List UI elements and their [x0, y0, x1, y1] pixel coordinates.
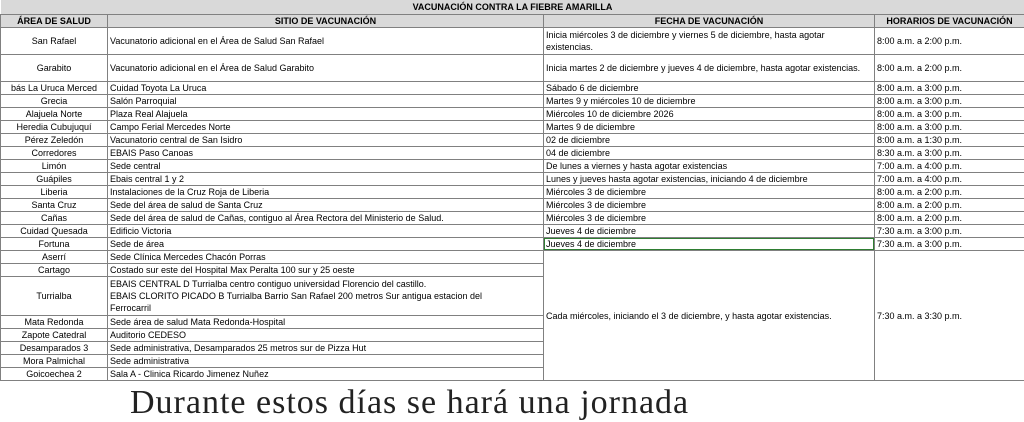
table-row	[1, 238, 1024, 251]
table-row	[1, 173, 1024, 186]
cell-fecha[interactable]: Miércoles 10 de diciembre 2026	[544, 108, 875, 121]
cell-area[interactable]: Turrialba	[1, 277, 108, 316]
cell-area[interactable]: Cartago	[1, 264, 108, 277]
cell-sitio[interactable]: Costado sur este del Hospital Max Peralta 100 sur y 25 oeste	[108, 264, 544, 277]
cell-sitio[interactable]	[108, 277, 544, 316]
cell-horario[interactable]: 8:00 a.m. a 3:00 p.m.	[875, 82, 1024, 95]
cell-fecha[interactable]: Jueves 4 de diciembre	[544, 225, 875, 238]
cell-area[interactable]: Cañas	[1, 212, 108, 225]
table-row	[1, 82, 1024, 95]
header-row	[1, 15, 1024, 28]
cell-fecha[interactable]: Inicia miércoles 3 de diciembre y viernes 5 de diciembre, hasta agotar existencias.	[544, 28, 875, 55]
cell-fecha[interactable]: 02 de diciembre	[544, 134, 875, 147]
group-rows	[1, 251, 1024, 381]
cell-sitio[interactable]: Sede de área	[108, 238, 544, 251]
cell-area[interactable]: Aserrí	[1, 251, 108, 264]
header-area[interactable]: ÁREA DE SALUD	[1, 15, 108, 28]
cell-fecha[interactable]: Miércoles 3 de diciembre	[544, 199, 875, 212]
cell-area[interactable]: Heredia Cubujuquí	[1, 121, 108, 134]
cell-area[interactable]: Mata Redonda	[1, 316, 108, 329]
cell-area[interactable]: Fortuna	[1, 238, 108, 251]
table-row	[1, 199, 1024, 212]
cell-horario[interactable]: 8:00 a.m. a 2:00 p.m.	[875, 55, 1024, 82]
cell-area[interactable]: Grecia	[1, 95, 108, 108]
cell-area[interactable]: Desamparados 3	[1, 342, 108, 355]
cell-area[interactable]: Corredores	[1, 147, 108, 160]
cell-area[interactable]: Liberia	[1, 186, 108, 199]
cell-fecha[interactable]: Inicia martes 2 de diciembre y jueves 4 de diciembre, hasta agotar existencias.	[544, 55, 875, 82]
cell-sitio[interactable]: Sede Clínica Mercedes Chacón Porras	[108, 251, 544, 264]
cell-area[interactable]: Mora Palmichal	[1, 355, 108, 368]
table-row	[1, 251, 1024, 264]
table-row	[1, 108, 1024, 121]
header-horarios[interactable]: HORARIOS DE VACUNACIÓN	[875, 15, 1024, 28]
cell-fecha[interactable]: Miércoles 3 de diciembre	[544, 186, 875, 199]
table-row	[1, 121, 1024, 134]
main-rows	[1, 28, 1024, 251]
cell-horario[interactable]: 7:30 a.m. a 3:00 p.m.	[875, 238, 1024, 251]
cell-fecha[interactable]: Miércoles 3 de diciembre	[544, 212, 875, 225]
cell-fecha[interactable]: Martes 9 de diciembre	[544, 121, 875, 134]
sitio-line: EBAIS CLORITO PICADO B Turrialba Barrio San Rafael 200 metros Sur antigua estacion del	[110, 290, 541, 302]
cell-area[interactable]: Guápiles	[1, 173, 108, 186]
cell-sitio[interactable]: Sede administrativa	[108, 355, 544, 368]
cell-horario[interactable]: 7:00 a.m. a 4:00 p.m.	[875, 173, 1024, 186]
cell-fecha[interactable]: De lunes a viernes y hasta agotar existencias	[544, 160, 875, 173]
title-row	[1, 0, 1024, 15]
cell-horario[interactable]: 8:00 a.m. a 2:00 p.m.	[875, 28, 1024, 55]
cell-horario[interactable]: 8:00 a.m. a 2:00 p.m.	[875, 212, 1024, 225]
cell-horario[interactable]: 7:30 a.m. a 3:00 p.m.	[875, 225, 1024, 238]
table-row	[1, 186, 1024, 199]
cell-horario[interactable]: 8:00 a.m. a 3:00 p.m.	[875, 121, 1024, 134]
cell-sitio[interactable]: Ebais central 1 y 2	[108, 173, 544, 186]
cell-fecha[interactable]: Lunes y jueves hasta agotar existencias, iniciando 4 de diciembre	[544, 173, 875, 186]
cell-fecha[interactable]: 04 de diciembre	[544, 147, 875, 160]
cell-sitio[interactable]: Vacunatorio adicional en el Área de Salud Garabito	[108, 55, 544, 82]
cell-area[interactable]: Alajuela Norte	[1, 108, 108, 121]
cell-sitio[interactable]: Campo Ferial Mercedes Norte	[108, 121, 544, 134]
sitio-line: EBAIS CENTRAL D Turrialba centro contiguo universidad Florencio del castillo.	[110, 278, 541, 290]
cell-sitio[interactable]: Cuidad Toyota La Uruca	[108, 82, 544, 95]
cell-fecha[interactable]: Sábado 6 de diciembre	[544, 82, 875, 95]
cell-horario-merged[interactable]: 7:30 a.m. a 3:30 p.m.	[875, 251, 1024, 381]
table-row	[1, 95, 1024, 108]
cell-sitio[interactable]: EBAIS Paso Canoas	[108, 147, 544, 160]
cell-horario[interactable]: 8:00 a.m. a 2:00 p.m.	[875, 186, 1024, 199]
cell-sitio[interactable]: Sede central	[108, 160, 544, 173]
cell-area[interactable]: Goicoechea 2	[1, 368, 108, 381]
table-title[interactable]: VACUNACIÓN CONTRA LA FIEBRE AMARILLA	[1, 0, 1024, 15]
cell-sitio[interactable]: Sede administrativa, Desamparados 25 metros sur de Pizza Hut	[108, 342, 544, 355]
footer-caption: Durante estos días se hará una jornada	[130, 384, 689, 422]
cell-area[interactable]: Zapote Catedral	[1, 329, 108, 342]
header-sitio[interactable]: SITIO DE VACUNACIÓN	[108, 15, 544, 28]
cell-horario[interactable]: 8:30 a.m. a 3:00 p.m.	[875, 147, 1024, 160]
table-row	[1, 160, 1024, 173]
cell-sitio[interactable]: Instalaciones de la Cruz Roja de Liberia	[108, 186, 544, 199]
sitio-line: Ferrocarril	[110, 302, 541, 314]
cell-sitio[interactable]: Sede del área de salud de Cañas, contiguo al Área Rectora del Ministerio de Salud.	[108, 212, 544, 225]
cell-sitio[interactable]: Sede del área de salud de Santa Cruz	[108, 199, 544, 212]
header-fecha[interactable]: FECHA DE VACUNACIÓN	[544, 15, 875, 28]
table-row	[1, 225, 1024, 238]
cell-fecha[interactable]: Jueves 4 de diciembre	[544, 238, 875, 251]
cell-area[interactable]: bás La Uruca Merced	[1, 82, 108, 95]
cell-horario[interactable]: 8:00 a.m. a 1:30 p.m.	[875, 134, 1024, 147]
cell-horario[interactable]: 8:00 a.m. a 3:00 p.m.	[875, 95, 1024, 108]
cell-sitio[interactable]: Auditorio CEDESO	[108, 329, 544, 342]
cell-horario[interactable]: 8:00 a.m. a 3:00 p.m.	[875, 108, 1024, 121]
cell-area[interactable]: Santa Cruz	[1, 199, 108, 212]
cell-sitio[interactable]: Edificio Victoria	[108, 225, 544, 238]
cell-area[interactable]: Limón	[1, 160, 108, 173]
cell-sitio[interactable]: Vacunatorio adicional en el Área de Salud San Rafael	[108, 28, 544, 55]
cell-sitio[interactable]: Sala A - Clinica Ricardo Jimenez Nuñez	[108, 368, 544, 381]
cell-sitio[interactable]: Sede área de salud Mata Redonda-Hospital	[108, 316, 544, 329]
cell-sitio[interactable]: Vacunatorio central de San Isidro	[108, 134, 544, 147]
cell-fecha[interactable]: Martes 9 y miércoles 10 de diciembre	[544, 95, 875, 108]
cell-sitio[interactable]: Plaza Real Alajuela	[108, 108, 544, 121]
cell-area[interactable]: Garabito	[1, 55, 108, 82]
cell-area[interactable]: San Rafael	[1, 28, 108, 55]
cell-fecha-merged[interactable]: Cada miércoles, iniciando el 3 de diciembre, y hasta agotar existencias.	[544, 251, 875, 381]
cell-area[interactable]: Pérez Zeledón	[1, 134, 108, 147]
table-row	[1, 28, 1024, 55]
cell-area[interactable]: Cuidad Quesada	[1, 225, 108, 238]
cell-horario[interactable]: 8:00 a.m. a 2:00 p.m.	[875, 199, 1024, 212]
table-row	[1, 134, 1024, 147]
table-row	[1, 55, 1024, 82]
cell-horario[interactable]: 7:00 a.m. a 4:00 p.m.	[875, 160, 1024, 173]
cell-sitio[interactable]: Salón Parroquial	[108, 95, 544, 108]
table-row	[1, 212, 1024, 225]
table-row	[1, 147, 1024, 160]
